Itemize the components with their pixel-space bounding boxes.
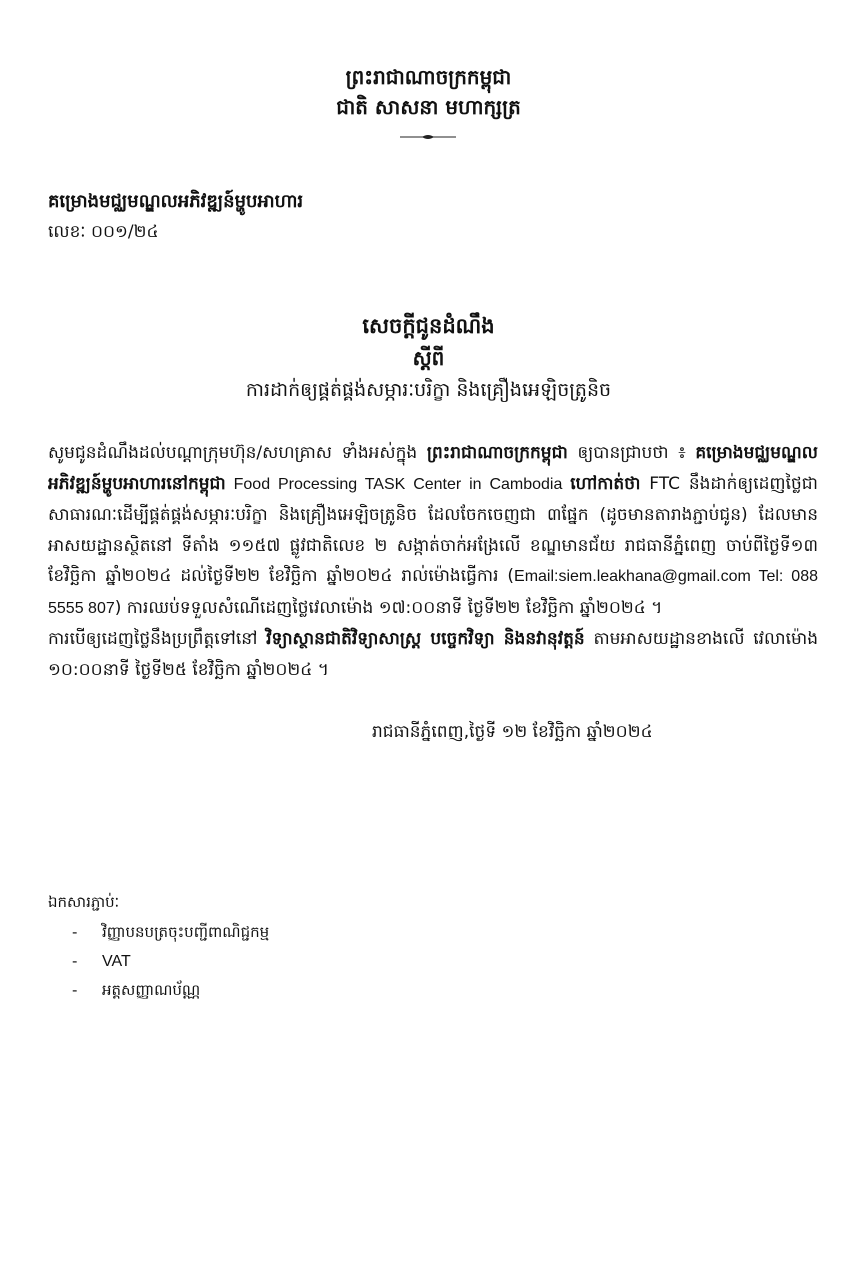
sender-organization: គម្រោងមជ្ឈមណ្ឌលអភិវឌ្ឍន៍ម្ហូបអាហារ <box>48 191 304 212</box>
list-item <box>72 918 269 947</box>
list-dash: - <box>72 923 78 941</box>
p1-after-kingdom: ឲ្យបានជ្រាបថា ៖ <box>567 443 696 463</box>
p2-rest: តាមអាសយដ្ឋានខាងលើ វេលាម៉ោង ១០:០០នាទី ថ្ងៃទី២៥ ខែវិច្ឆិកា ឆ្នាំ២០២៤ ។ <box>48 629 818 680</box>
p1-kingdom: ព្រះរាជាណាចក្រកម្ពុជា <box>426 443 568 463</box>
attachment-item-label: VAT <box>102 953 131 970</box>
body-paragraph-1 <box>48 438 818 624</box>
p1-rest-b: ) ការឈប់ទទួលសំណើដេញថ្លៃវេលាម៉ោង ១៧:០០នាទី ថ្ងៃទី២២ ខែវិច្ឆិកា ឆ្នាំ២០២៤ ។ <box>114 597 663 618</box>
document-number: លេខៈ ០០១/២៤ <box>48 222 159 242</box>
notice-about: ស្តីពី <box>412 346 445 370</box>
place-and-date: រាជធានីភ្នំពេញ,ថ្ងៃទី ១២ ខែវិច្ឆិកា ឆ្នាំ២០២៤ <box>372 722 653 742</box>
kingdom-motto-header <box>0 62 857 122</box>
p2-venue: វិទ្យាស្ថានជាតិវិទ្យាសាស្ត្រ បច្ចេកវិទ្យា និងនវានុវត្តន៍ <box>266 629 585 649</box>
attachment-item-label: អត្តសញ្ញាណប័ណ្ណ <box>102 981 201 999</box>
contact-info: Email:siem.leakhana@gmail.com Tel: 088 5555 807 <box>48 568 818 617</box>
list-dash: - <box>72 981 78 999</box>
attachment-item-label: វិញ្ញាបនបត្រចុះបញ្ជីពាណិជ្ជកម្ម <box>102 923 270 941</box>
p1-called: ហៅកាត់ថា <box>570 473 641 494</box>
p1-project-english: Food Processing TASK Center in Cambodia <box>225 475 571 493</box>
notice-title: សេចក្តីជូនដំណឹង <box>362 314 495 338</box>
p2-intro: ការបើឲ្យដេញថ្លៃនឹងប្រព្រឹត្តទៅនៅ <box>48 629 267 649</box>
list-dash: - <box>72 952 78 970</box>
nation-religion-king: ជាតិ សាសនា មហាក្សត្រ <box>336 95 521 119</box>
list-item <box>72 976 269 1005</box>
notice-topic: ការដាក់ឲ្យផ្គត់ផ្គង់សម្ភារៈបរិក្ខា និងគ្រឿងអេឡិចត្រូនិច <box>245 379 612 401</box>
attachments-list <box>72 918 269 1005</box>
kingdom-name: ព្រះរាជាណាចក្រកម្ពុជា <box>345 65 512 89</box>
p1-intro: សូមជូនដំណឹងដល់បណ្តាក្រុមហ៊ុន/សហគ្រាស ទាំងអស់ក្នុង <box>48 443 427 463</box>
ornament-divider <box>398 134 458 140</box>
notice-body <box>48 438 818 685</box>
list-item <box>72 947 269 976</box>
attachments-title: ឯកសារភ្ជាប់ៈ <box>48 893 120 911</box>
body-paragraph-2 <box>48 624 818 685</box>
p1-project-name: គម្រោងមជ្ឈមណ្ឌលអភិវឌ្ឍន៍ម្ហូបអាហារនៅកម្ពុជា <box>48 443 818 494</box>
p1-rest-a: FTC នឹងដាក់ឲ្យដេញថ្លៃជាសាធារណៈដើម្បីផ្គត់ផ្គង់សម្ភារៈបរិក្ខា និងគ្រឿងអេឡិចត្រូនិច ដែលចែកចេញជា ៣ផ្នែក (ដូចមានតារាងភ្ជាប់ជូន) ដែលមានអាសយដ្ឋានស្ថិតនៅ ទីតាំង ១១៥៧ ផ្លូវជាតិលេខ ២ សង្កាត់ចាក់អង្រែលើ ខណ្ឌមានជ័យ រាជធានីភ្នំពេញ ចាប់ពីថ្ងៃទី១៣ ខែវិច្ឆិកា ឆ្នាំ២០២៤ ដល់ថ្ងៃទី២២ ខែវិច្ឆិកា ឆ្នាំ២០២៤ រាល់ម៉ោងធ្វើការ ( <box>48 473 818 586</box>
notice-title-block <box>0 310 857 406</box>
